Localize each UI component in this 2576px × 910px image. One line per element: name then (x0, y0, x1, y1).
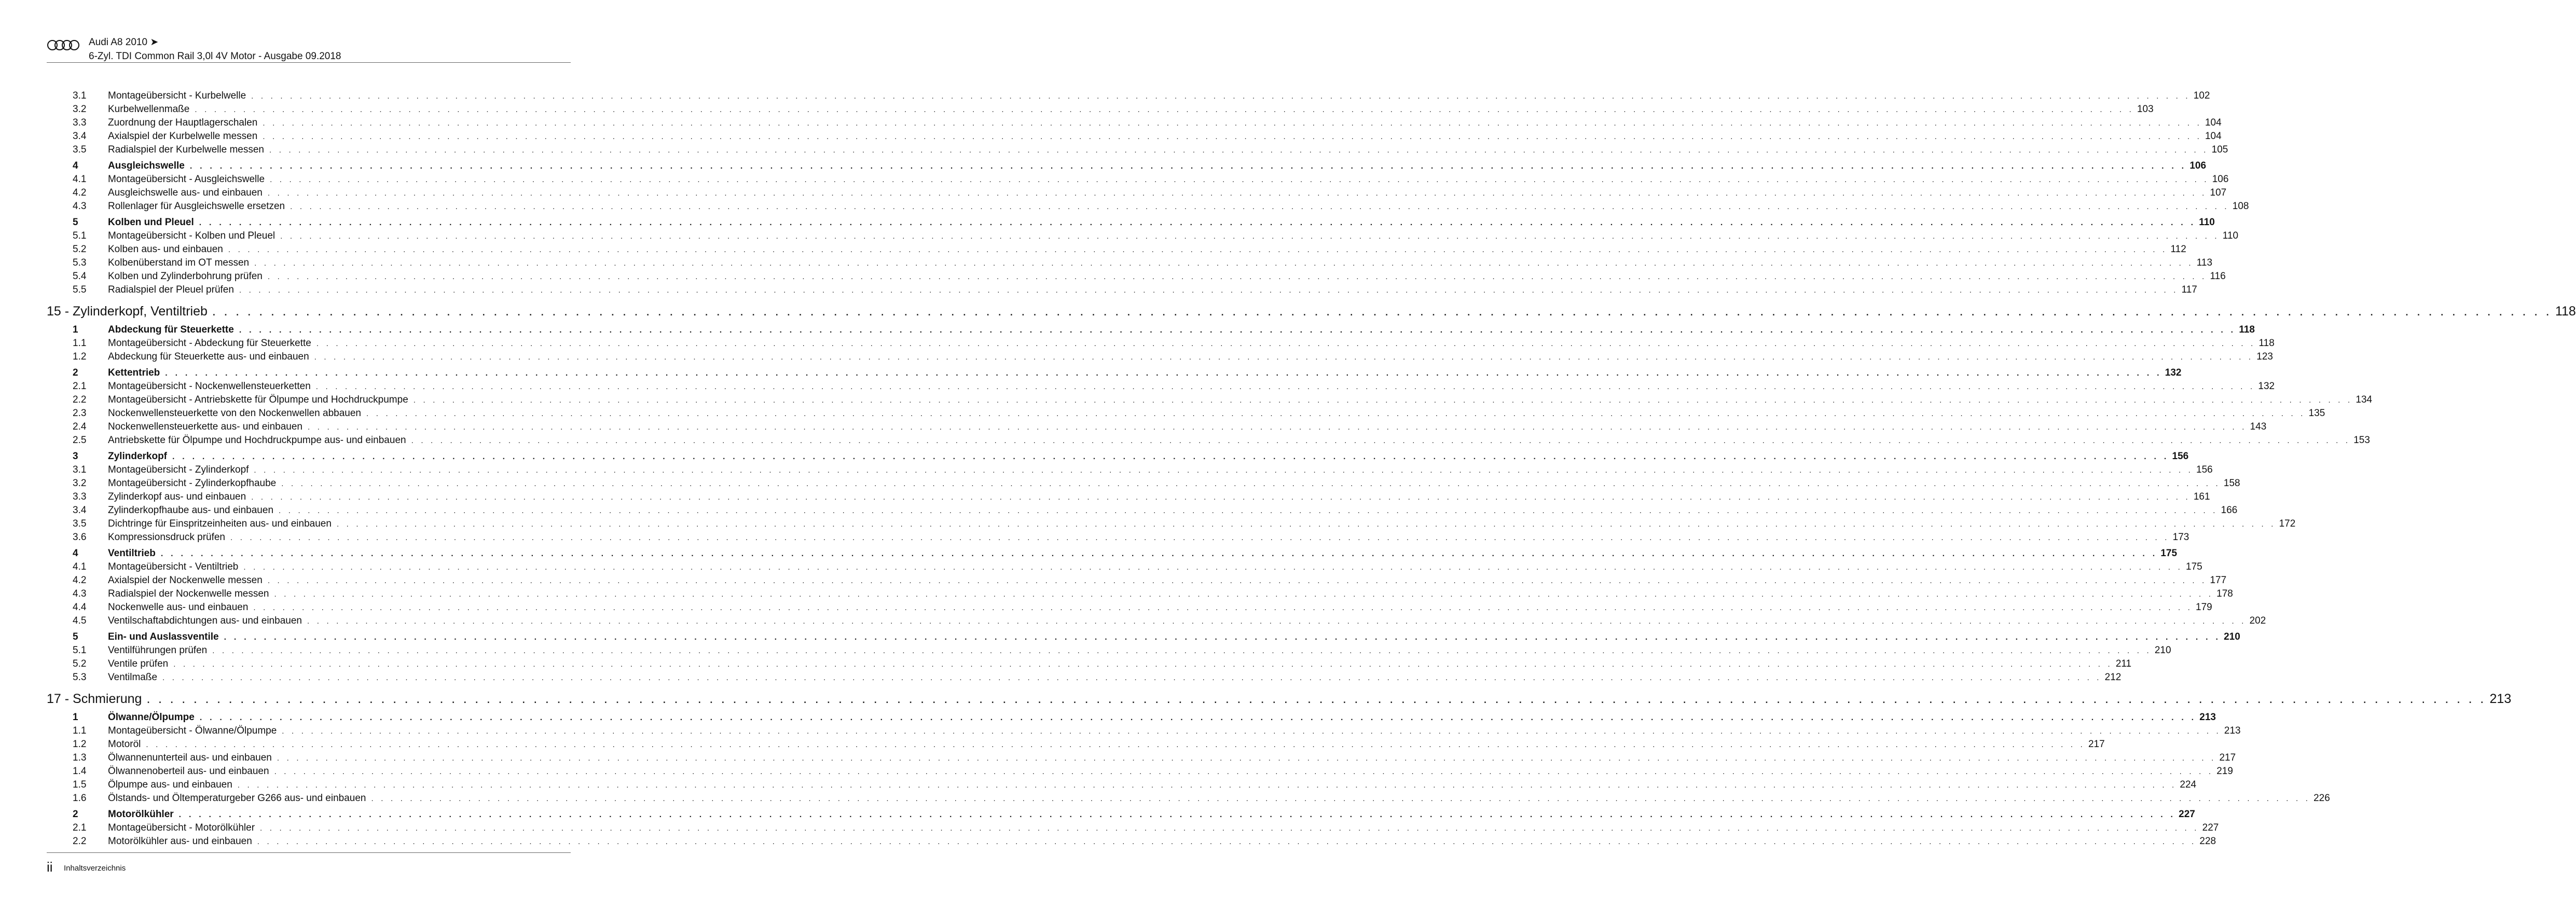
dot-leader: . . . . . . . . . . . . . . . . . . . . . . . . . . . . . . . . . . . . . . . . . . . . . . . . . . . . . . . . . . . . . . . . . . . . . . . . . . . . . . . . . . . . . . . . . . . . . . . . . . . . . . . . . . . . . . . . . . . . . . . . . . . . . . . . . . . . . . . . . . . . . . . . . . . . . . . . . . . . . . . . . . . . . . . . . . . . . . . . . . . . . . . . . . . . . . . . . . . . . . . . (254, 466, 2194, 475)
toc-entry-number: 2.1 (73, 381, 87, 392)
dot-leader: . . . . . . . . . . . . . . . . . . . . . . . . . . . . . . . . . . . . . . . . . . . . . . . . . . . . . . . . . . . . . . . . . . . . . . . . . . . . . . . . . . . . . . . . . . . . . . . . . . . . . . . . . . . . . . . . . . . . . . . . . . . . . . . . . . . . . . . . . . . . . . . . . . . . . . . . . . . . . . . . . . . . . . . . . . . . . . . . . . . . . . . . . . . . . . . . . . . . . . . . (282, 727, 2221, 736)
toc-entry-title: 17 - Schmierung (47, 692, 142, 706)
toc-entry-number: 3.3 (73, 491, 87, 502)
dot-leader: . . . . . . . . . . . . . . . . . . . . . . . . . . . . . . . . . . . . . . . . . . . . . . . . . . . . . . . . . . . . . . . . . . . . . . . . . . . . . . . . . . . . . . . . . . . . . . . . . . . . . . . . . . . . . . . . . . . . . . . . . . . . . . . . . . . . . . . . . . . . . . . . . . . . . . . . . . . . . . . . . . . . . . . . . . . . . . . . . . . . . . . . . . . . . . . . . . . . . . . . (270, 175, 2209, 184)
toc-entry-title: Antriebskette für Ölpumpe und Hochdruckpumpe aus- und einbauen (108, 435, 406, 446)
toc-entry-number: 5.1 (73, 645, 87, 656)
toc-entry-title: Rollenlager für Ausgleichswelle ersetzen (108, 201, 285, 212)
toc-entry-title: Ventilschaftabdichtungen aus- und einbauen (108, 615, 302, 626)
dot-leader: . . . . . . . . . . . . . . . . . . . . . . . . . . . . . . . . . . . . . . . . . . . . . . . . . . . . . . . . . . . . . . . . . . . . . . . . . . . . . . . . . . . . . . . . . . . . . . . . . . . . . . . . . . . . . . . . . . . . . . . . . . . . . . . . . . . . . . . . . . . . . . . . . . . . . . . . . . . . . . . . . . . . . . . . . . . . . . . . . . . . . . . . . . . . . . . . . . . . . . . . (251, 493, 2191, 502)
toc-entry-title: Zylinderkopf (108, 451, 168, 462)
toc-entry-page: 117 (2181, 284, 2197, 295)
toc-entry-page: 106 (2189, 160, 2207, 171)
toc-entry-title: Ölwannenunterteil aus- und einbauen (108, 752, 272, 763)
toc-entry-page: 112 (2170, 244, 2186, 255)
toc-entry-number: 4.3 (73, 588, 87, 599)
toc-entry-title: 15 - Zylinderkopf, Ventiltrieb (47, 304, 208, 319)
dot-leader: . . . . . . . . . . . . . . . . . . . . . . . . . . . . . . . . . . . . . . . . . . . . . . . . . . . . . . . . . . . . . . . . . . . . . . . . . . . . . . . . . . . . . . . . . . . . . . . . . . . . . . . . . . . . . . . . . . . . . . . . . . . . . . . . . . . . . . . . . . . . . . . . . . . . . . . . . . . . . . . . . . . . . . . . . . . . . . . . . . . . . . . . . . . . . . . . . . . . . . . . (147, 695, 2487, 705)
toc-entry-number: 4.2 (73, 575, 87, 586)
toc-entry-page: 123 (2256, 351, 2273, 362)
dot-leader: . . . . . . . . . . . . . . . . . . . . . . . . . . . . . . . . . . . . . . . . . . . . . . . . . . . . . . . . . . . . . . . . . . . . . . . . . . . . . . . . . . . . . . . . . . . . . . . . . . . . . . . . . . . . . . . . . . . . . . . . . . . . . . . . . . . . . . . . . . . . . . . . . . . . . . . . . . . . . . . . . . . . . . . . . . . . . . . . . . . . . . . . . . . . . . . . . . . . . . . . (290, 202, 2229, 211)
dot-leader: . . . . . . . . . . . . . . . . . . . . . . . . . . . . . . . . . . . . . . . . . . . . . . . . . . . . . . . . . . . . . . . . . . . . . . . . . . . . . . . . . . . . . . . . . . . . . . . . . . . . . . . . . . . . . . . . . . . . . . . . . . . . . . . . . . . . . . . . . . . . . . . . . . . . . . . . . . . . . . . . . . . . . . . . . . . . . . . . . . . . . . . . . . . . . . . . . . . . . . . . (316, 339, 2256, 348)
toc-entry-page: 102 (2193, 90, 2210, 101)
toc-entry-title: Abdeckung für Steuerkette (108, 324, 234, 335)
toc-entry-page: 132 (2258, 381, 2275, 392)
toc-sub-entry[interactable] (47, 588, 2233, 602)
toc-entry-page: 210 (2224, 631, 2240, 642)
dot-leader: . . . . . . . . . . . . . . . . . . . . . . . . . . . . . . . . . . . . . . . . . . . . . . . . . . . . . . . . . . . . . . . . . . . . . . . . . . . . . . . . . . . . . . . . . . . . . . . . . . . . . . . . . . . . . . . . . . . . . . . . . . . . . . . . . . . . . . . . . . . . . . . . . . . . . . . . . . . . . . . . . . . . . . . . . . . . . . . . . . . . . . . . . . . . . . . . . . . . . . . . (279, 506, 2218, 515)
toc-entry-page: 153 (2353, 435, 2370, 446)
dot-leader: . . . . . . . . . . . . . . . . . . . . . . . . . . . . . . . . . . . . . . . . . . . . . . . . . . . . . . . . . . . . . . . . . . . . . . . . . . . . . . . . . . . . . . . . . . . . . . . . . . . . . . . . . . . . . . . . . . . . . . . . . . . . . . . . . . . . . . . . . . . . . . . . . . . . . . . . . . . . . . . . . . . . . . . . . . . . . . . . . . . . . . . . . . . . . . . . . . . . . . . . (228, 245, 2168, 254)
dot-leader: . . . . . . . . . . . . . . . . . . . . . . . . . . . . . . . . . . . . . . . . . . . . . . . . . . . . . . . . . . . . . . . . . . . . . . . . . . . . . . . . . . . . . . . . . . . . . . . . . . . . . . . . . . . . . . . . . . . . . . . . . . . . . . . . . . . . . . . . . . . . . . . . . . . . . . . . . . . . . . . . . . . . . . . . . . . . . . . . . . . . . . . . . . . . . . . . . . . . . . . . (199, 713, 2197, 722)
toc-entry-number: 3.2 (73, 104, 87, 115)
toc-entry-page: 227 (2202, 822, 2219, 833)
toc-entry-title: Ölwannenoberteil aus- und einbauen (108, 766, 269, 777)
dot-leader: . . . . . . . . . . . . . . . . . . . . . . . . . . . . . . . . . . . . . . . . . . . . . . . . . . . . . . . . . . . . . . . . . . . . . . . . . . . . . . . . . . . . . . . . . . . . . . . . . . . . . . . . . . . . . . . . . . . . . . . . . . . . . . . . . . . . . . . . . . . . . . . . . . . . . . . . . . . . . . . . . . . . . . . . . . . . . . . . . . . . . . . . . . . . . . . . . . . . . . . . (224, 633, 2221, 642)
toc-entry-number: 3.5 (73, 144, 87, 155)
toc-sub-entry[interactable] (47, 645, 2171, 658)
dot-leader: . . . . . . . . . . . . . . . . . . . . . . . . . . . . . . . . . . . . . . . . . . . . . . . . . . . . . . . . . . . . . . . . . . . . . . . . . . . . . . . . . . . . . . . . . . . . . . . . . . . . . . . . . . . . . . . . . . . . . . . . . . . . . . . . . . . . . . . . . . . . . . . . . . . . . . . . . . . . . . . . . . . . . . . . . . . . . . . . . . . . . . . . . . . . . . . . . . . . . . . . (239, 286, 2179, 295)
toc-entry-page: 116 (2210, 271, 2226, 282)
toc-entry-number: 4 (73, 548, 78, 559)
dot-leader: . . . . . . . . . . . . . . . . . . . . . . . . . . . . . . . . . . . . . . . . . . . . . . . . . . . . . . . . . . . . . . . . . . . . . . . . . . . . . . . . . . . . . . . . . . . . . . . . . . . . . . . . . . . . . . . . . . . . . . . . . . . . . . . . . . . . . . . . . . . . . . . . . . . . . . . . . . . . . . . . . . . . . . . . . . . . . . . . . . . . . . . . . . . . . . . . . . . . . . . . (243, 563, 2183, 572)
toc-section-entry[interactable] (47, 712, 2216, 725)
dot-leader: . . . . . . . . . . . . . . . . . . . . . . . . . . . . . . . . . . . . . . . . . . . . . . . . . . . . . . . . . . . . . . . . . . . . . . . . . . . . . . . . . . . . . . . . . . . . . . . . . . . . . . . . . . . . . . . . . . . . . . . . . . . . . . . . . . . . . . . . . . . . . . . . . . . . . . . . . . . . . . . . . . . . . . . . . . . . . . . . . . . . . . . . . . . . . . . . . . . . . . . . (280, 232, 2220, 241)
toc-entry-number: 1.4 (73, 766, 87, 777)
toc-entry-title: Kompressionsdruck prüfen (108, 532, 225, 543)
toc-entry-title: Nockenwellensteuerkette von den Nockenwellen abbauen (108, 408, 361, 419)
toc-entry-page: 118 (2555, 304, 2576, 319)
toc-section-entry[interactable] (47, 217, 2215, 230)
header-divider (47, 62, 571, 63)
dot-leader: . . . . . . . . . . . . . . . . . . . . . . . . . . . . . . . . . . . . . . . . . . . . . . . . . . . . . . . . . . . . . . . . . . . . . . . . . . . . . . . . . . . . . . . . . . . . . . . . . . . . . . . . . . . . . . . . . . . . . . . . . . . . . . . . . . . . . . . . . . . . . . . . . . . . . . . . . . . . . . . . . . . . . . . . . . . . . . . . . . . . . . . . . . . . . . . . . . . . . . . . (336, 520, 2276, 529)
toc-entry-number: 4 (73, 160, 78, 171)
toc-chapter-entry[interactable] (47, 304, 2576, 322)
toc-entry-title: Radialspiel der Kurbelwelle messen (108, 144, 264, 155)
toc-sub-entry[interactable] (47, 602, 2212, 615)
toc-entry-title: Ventile prüfen (108, 658, 169, 669)
toc-entry-page: 178 (2216, 588, 2233, 599)
toc-entry-number: 2.2 (73, 836, 87, 847)
toc-sub-entry[interactable] (47, 836, 2216, 849)
dot-leader: . . . . . . . . . . . . . . . . . . . . . . . . . . . . . . . . . . . . . . . . . . . . . . . . . . . . . . . . . . . . . . . . . . . . . . . . . . . . . . . . . . . . . . . . . . . . . . . . . . . . . . . . . . . . . . . . . . . . . . . . . . . . . . . . . . . . . . . . . . . . . . . . . . . . . . . . . . . . . . . . . . . . . . . . . . . . . . . . . . . . . . . . . . . . . . . . . . . . . . . . (277, 754, 2216, 763)
dot-leader: . . . . . . . . . . . . . . . . . . . . . . . . . . . . . . . . . . . . . . . . . . . . . . . . . . . . . . . . . . . . . . . . . . . . . . . . . . . . . . . . . . . . . . . . . . . . . . . . . . . . . . . . . . . . . . . . . . . . . . . . . . . . . . . . . . . . . . . . . . . . . . . . . . . . . . . . . . . . . . . . . . . . . . . . . . . . . . . . . . . . . . . . . . . . . . . . . . . . . . . . (371, 794, 2311, 803)
dot-leader: . . . . . . . . . . . . . . . . . . . . . . . . . . . . . . . . . . . . . . . . . . . . . . . . . . . . . . . . . . . . . . . . . . . . . . . . . . . . . . . . . . . . . . . . . . . . . . . . . . . . . . . . . . . . . . . . . . . . . . . . . . . . . . . . . . . . . . . . . . . . . . . . . . . . . . . . . . . . . . . . . . . . . . . . . . . . . . . . . . . . . . . . . . . . . . . . . . . . . . . . (173, 660, 2113, 669)
toc-entry-page: 227 (2179, 809, 2195, 820)
dot-leader: . . . . . . . . . . . . . . . . . . . . . . . . . . . . . . . . . . . . . . . . . . . . . . . . . . . . . . . . . . . . . . . . . . . . . . . . . . . . . . . . . . . . . . . . . . . . . . . . . . . . . . . . . . . . . . . . . . . . . . . . . . . . . . . . . . . . . . . . . . . . . . . . . . . . . . . . . . . . . . . . . . . . . . . . . . . . . . . . . . . . . . . . . . . . . . . . . . . . . . . . (281, 479, 2221, 488)
toc-entry-number: 5 (73, 631, 78, 642)
toc-sub-entry[interactable] (47, 766, 2233, 779)
toc-entry-page: 166 (2221, 505, 2238, 516)
dot-leader: . . . . . . . . . . . . . . . . . . . . . . . . . . . . . . . . . . . . . . . . . . . . . . . . . . . . . . . . . . . . . . . . . . . . . . . . . . . . . . . . . . . . . . . . . . . . . . . . . . . . . . . . . . . . . . . . . . . . . . . . . . . . . . . . . . . . . . . . . . . . . . . . . . . . . . . . . . . . . . . . . . . . . . . . . . . . . . . . . . . . . . . . . . . . . . . . . . . . . . . . (237, 781, 2177, 790)
toc-entry-title: Zylinderkopfhaube aus- und einbauen (108, 505, 274, 516)
toc-entry-page: 143 (2250, 421, 2267, 432)
dot-leader: . . . . . . . . . . . . . . . . . . . . . . . . . . . . . . . . . . . . . . . . . . . . . . . . . . . . . . . . . . . . . . . . . . . . . . . . . . . . . . . . . . . . . . . . . . . . . . . . . . . . . . . . . . . . . . . . . . . . . . . . . . . . . . . . . . . . . . . . . . . . . . . . . . . . . . . . . . . . . . . . . . . . . . . . . . . . . . . . . . . . . . . . . . . . . . . . . . . . . . . . (274, 767, 2214, 776)
toc-entry-page: 135 (2308, 408, 2325, 419)
dot-leader: . . . . . . . . . . . . . . . . . . . . . . . . . . . . . . . . . . . . . . . . . . . . . . . . . . . . . . . . . . . . . . . . . . . . . . . . . . . . . . . . . . . . . . . . . . . . . . . . . . . . . . . . . . . . . . . . . . . . . . . . . . . . . . . . . . . . . . . . . . . . . . . . . . . . . . . . . . . . . . . . . . . . . . . . . . . . . . . . . . . . . . . . . . . . . . . . . . . . . . . . (251, 92, 2191, 101)
dot-leader: . . . . . . . . . . . . . . . . . . . . . . . . . . . . . . . . . . . . . . . . . . . . . . . . . . . . . . . . . . . . . . . . . . . . . . . . . . . . . . . . . . . . . . . . . . . . . . . . . . . . . . . . . . . . . . . . . . . . . . . . . . . . . . . . . . . . . . . . . . . . . . . . . . . . . . . . . . . . . . . . . . . . . . . . . . . . . . . . . . . . . . . . . . . . . . . . . . . . . . . . (160, 549, 2158, 558)
toc-entry-title: Ventilführungen prüfen (108, 645, 208, 656)
toc-entry-number: 2.5 (73, 435, 87, 446)
toc-entry-title: Zylinderkopf aus- und einbauen (108, 491, 246, 502)
toc-section-entry[interactable] (47, 367, 2182, 381)
toc-entry-page: 118 (2258, 338, 2275, 349)
toc-entry-title: Ausgleichswelle (108, 160, 185, 171)
dot-leader: . . . . . . . . . . . . . . . . . . . . . . . . . . . . . . . . . . . . . . . . . . . . . . . . . . . . . . . . . . . . . . . . . . . . . . . . . . . . . . . . . . . . . . . . . . . . . . . . . . . . . . . . . . . . . . . . . . . . . . . . . . . . . . . . . . . . . . . . . . . . . . . . . . . . . . . . . . . . . . . . . . . . . . . . . . . . . . . . . . . . . . . . . . . . . . . . . . . . . . . . (314, 353, 2254, 362)
toc-entry-number: 2.2 (73, 394, 87, 405)
toc-entry-number: 1.1 (73, 725, 87, 736)
toc-entry-page: 175 (2186, 561, 2202, 572)
toc-entry-number: 1.2 (73, 351, 87, 362)
toc-entry-page: 104 (2205, 131, 2222, 142)
dot-leader: . . . . . . . . . . . . . . . . . . . . . . . . . . . . . . . . . . . . . . . . . . . . . . . . . . . . . . . . . . . . . . . . . . . . . . . . . . . . . . . . . . . . . . . . . . . . . . . . . . . . . . . . . . . . . . . . . . . . . . . . . . . . . . . . . . . . . . . . . . . . . . . . . . . . . . . . . . . . . . . . . . . . . . . . . . . . . . . . . . . . . . . . . . . . . . . . . . . . . . . . (162, 673, 2102, 682)
toc-entry-page: 172 (2279, 518, 2296, 529)
toc-entry-title: Kolben und Pleuel (108, 217, 194, 228)
toc-entry-number: 5.3 (73, 257, 87, 268)
toc-entry-title: Kolben aus- und einbauen (108, 244, 223, 255)
toc-entry-number: 3.2 (73, 478, 87, 489)
toc-sub-entry[interactable] (47, 435, 2370, 448)
toc-entry-page: 211 (2115, 658, 2132, 669)
toc-entry-title: Nockenwellensteuerkette aus- und einbauen (108, 421, 302, 432)
toc-sub-entry[interactable] (47, 244, 2186, 257)
toc-entry-number: 5.4 (73, 271, 87, 282)
toc-sub-entry[interactable] (47, 187, 2227, 201)
toc-entry-title: Ölpumpe aus- und einbauen (108, 779, 232, 790)
toc-entry-title: Motorölkühler (108, 809, 174, 820)
toc-sub-entry[interactable] (47, 174, 2229, 187)
toc-entry-page: 134 (2355, 394, 2373, 405)
toc-entry-page: 228 (2199, 836, 2216, 847)
toc-sub-entry[interactable] (47, 257, 2213, 271)
toc-entry-number: 3.4 (73, 505, 87, 516)
toc-entry-page: 113 (2196, 257, 2213, 268)
toc-sub-entry[interactable] (47, 725, 2241, 739)
dot-leader: . . . . . . . . . . . . . . . . . . . . . . . . . . . . . . . . . . . . . . . . . . . . . . . . . . . . . . . . . . . . . . . . . . . . . . . . . . . . . . . . . . . . . . . . . . . . . . . . . . . . . . . . . . . . . . . . . . . . . . . . . . . . . . . . . . . . . . . . . . . . . . . . . . . . . . . . . . . . . . . . . . . . . . . . . . . . . . . . . . . . . . . . . . . . . . . . . . . . . . . . (212, 646, 2152, 655)
toc-entry-page: 179 (2196, 602, 2212, 613)
dot-leader: . . . . . . . . . . . . . . . . . . . . . . . . . . . . . . . . . . . . . . . . . . . . . . . . . . . . . . . . . . . . . . . . . . . . . . . . . . . . . . . . . . . . . . . . . . . . . . . . . . . . . . . . . . . . . . . . . . . . . . . . . . . . . . . . . . . . . . . . . . . . . . . . . . . . . . . . . . . . . . . . . . . . . . . . . . . . . . . . . . . . . . . . . . . . . . . . . . . . . . . . (254, 259, 2194, 268)
toc-sub-entry[interactable] (47, 561, 2202, 575)
toc-entry-page: 110 (2222, 230, 2239, 241)
toc-sub-entry[interactable] (47, 532, 2189, 545)
toc-sub-entry[interactable] (47, 779, 2197, 793)
dot-leader: . . . . . . . . . . . . . . . . . . . . . . . . . . . . . . . . . . . . . . . . . . . . . . . . . . . . . . . . . . . . . . . . . . . . . . . . . . . . . . . . . . . . . . . . . . . . . . . . . . . . . . . . . . . . . . . . . . . . . . . . . . . . . . . . . . . . . . . . . . . . . . . . . . . . . . . . . . . . . . . . . . . . . . . . . . . . . . . . . . . . . . . . . . . . . . . . . . . . . . . . (307, 617, 2247, 626)
toc-sub-entry[interactable] (47, 793, 2330, 806)
toc-sub-entry[interactable] (47, 284, 2197, 298)
dot-leader: . . . . . . . . . . . . . . . . . . . . . . . . . . . . . . . . . . . . . . . . . . . . . . . . . . . . . . . . . . . . . . . . . . . . . . . . . . . . . . . . . . . . . . . . . . . . . . . . . . . . . . . . . . . . . . . . . . . . . . . . . . . . . . . . . . . . . . . . . . . . . . . . . . . . . . . . . . . . . . . . . . . . . . . . . . . . . . . . . . . . . . . . . . . . . . . . . . . . . . . . (257, 837, 2197, 846)
toc-section-entry[interactable] (47, 548, 2178, 561)
toc-entry-page: 161 (2193, 491, 2210, 502)
toc-entry-title: Ein- und Auslassventile (108, 631, 219, 642)
toc-entry-page: 173 (2172, 532, 2189, 543)
toc-sub-entry[interactable] (47, 478, 2240, 491)
toc-entry-number: 5.3 (73, 672, 87, 683)
toc-entry-number: 1 (73, 712, 78, 723)
toc-entry-title: Ölstands- und Öltemperaturgeber G266 aus- und einbauen (108, 793, 366, 804)
toc-sub-entry[interactable] (47, 351, 2273, 365)
toc-sub-entry[interactable] (47, 117, 2222, 131)
footer-divider (47, 852, 571, 853)
toc-entry-title: Montageübersicht - Motorölkühler (108, 822, 255, 833)
toc-entry-number: 4.5 (73, 615, 87, 626)
toc-sub-entry[interactable] (47, 575, 2227, 588)
toc-section-entry[interactable] (47, 809, 2195, 822)
dot-leader: . . . . . . . . . . . . . . . . . . . . . . . . . . . . . . . . . . . . . . . . . . . . . . . . . . . . . . . . . . . . . . . . . . . . . . . . . . . . . . . . . . . . . . . . . . . . . . . . . . . . . . . . . . . . . . . . . . . . . . . . . . . . . . . . . . . . . . . . . . . . . . . . . . . . . . . . . . . . . . . . . . . . . . . . . . . . . . . . . . . . . . . . . . . . . . . . . . . . . . . . (267, 576, 2207, 585)
toc-entry-page: 226 (2313, 793, 2330, 804)
toc-sub-entry[interactable] (47, 381, 2275, 394)
toc-entry-number: 3.6 (73, 532, 87, 543)
toc-entry-title: Montageübersicht - Ausgleichswelle (108, 174, 265, 185)
toc-entry-title: Kurbelwellenmaße (108, 104, 190, 115)
toc-entry-number: 1.6 (73, 793, 87, 804)
toc-section-entry[interactable] (47, 324, 2255, 338)
toc-sub-entry[interactable] (47, 338, 2275, 351)
dot-leader: . . . . . . . . . . . . . . . . . . . . . . . . . . . . . . . . . . . . . . . . . . . . . . . . . . . . . . . . . . . . . . . . . . . . . . . . . . . . . . . . . . . . . . . . . . . . . . . . . . . . . . . . . . . . . . . . . . . . . . . . . . . . . . . . . . . . . . . . . . . . . . . . . . . . . . . . . . . . . . . . . . . . . . . . . . . . . . . . . . . . . . . . . . . . . . . . . . . . . . . . (411, 436, 2351, 445)
toc-sub-entry[interactable] (47, 394, 2373, 408)
toc-entry-number: 2 (73, 367, 78, 378)
toc-sub-entry[interactable] (47, 739, 2105, 752)
footer-label: Inhaltsverzeichnis (64, 864, 126, 873)
toc-entry-title: Ölwanne/Ölpumpe (108, 712, 195, 723)
toc-entry-title: Motorölkühler aus- und einbauen (108, 836, 252, 847)
toc-sub-entry[interactable] (47, 201, 2249, 214)
toc-chapter-entry[interactable] (47, 692, 2512, 709)
toc-entry-number: 1.1 (73, 338, 87, 349)
toc-entry-number: 3.3 (73, 117, 87, 128)
toc-entry-title: Axialspiel der Kurbelwelle messen (108, 131, 258, 142)
dot-leader: . . . . . . . . . . . . . . . . . . . . . . . . . . . . . . . . . . . . . . . . . . . . . . . . . . . . . . . . . . . . . . . . . . . . . . . . . . . . . . . . . . . . . . . . . . . . . . . . . . . . . . . . . . . . . . . . . . . . . . . . . . . . . . . . . . . . . . . . . . . . . . . . . . . . . . . . . . . . . . . . . . . . . . . . . . . . . . . . . . . . . . . . . . . . . . . . . . . . . . . . (189, 162, 2187, 171)
toc-entry-page: 213 (2199, 712, 2216, 723)
toc-entry-number: 3.1 (73, 464, 87, 475)
toc-entry-number: 2 (73, 809, 78, 820)
toc-entry-title: Dichtringe für Einspritzeinheiten aus- und einbauen (108, 518, 332, 529)
toc-entry-title: Abdeckung für Steuerkette aus- und einbauen (108, 351, 309, 362)
dot-leader: . . . . . . . . . . . . . . . . . . . . . . . . . . . . . . . . . . . . . . . . . . . . . . . . . . . . . . . . . . . . . . . . . . . . . . . . . . . . . . . . . . . . . . . . . . . . . . . . . . . . . . . . . . . . . . . . . . . . . . . . . . . . . . . . . . . . . . . . . . . . . . . . . . . . . . . . . . . . . . . . . . . . . . . . . . . . . . . . . . . . . . . . . . . . . . . . . . . . . . . . (315, 382, 2255, 391)
toc-entry-number: 1.2 (73, 739, 87, 750)
toc-entry-title: Montageübersicht - Kurbelwelle (108, 90, 246, 101)
toc-entry-title: Ausgleichswelle aus- und einbauen (108, 187, 263, 198)
toc-entry-number: 5.5 (73, 284, 87, 295)
toc-entry-page: 156 (2196, 464, 2213, 475)
toc-entry-page: 110 (2199, 217, 2215, 228)
toc-entry-number: 2.4 (73, 421, 87, 432)
toc-sub-entry[interactable] (47, 104, 2154, 117)
footer-page-number: ii (47, 859, 53, 875)
dot-leader: . . . . . . . . . . . . . . . . . . . . . . . . . . . . . . . . . . . . . . . . . . . . . . . . . . . . . . . . . . . . . . . . . . . . . . . . . . . . . . . . . . . . . . . . . . . . . . . . . . . . . . . . . . . . . . . . . . . . . . . . . . . . . . . . . . . . . . . . . . . . . . . . . . . . . . . . . . . . . . . . . . . . . . . . . . . . . . . . . . . . . . . . . . . . . . . . . . . . . . . . (413, 396, 2353, 405)
toc-entry-title: Radialspiel der Nockenwelle messen (108, 588, 269, 599)
toc-entry-title: Kolbenüberstand im OT messen (108, 257, 250, 268)
dot-leader: . . . . . . . . . . . . . . . . . . . . . . . . . . . . . . . . . . . . . . . . . . . . . . . . . . . . . . . . . . . . . . . . . . . . . . . . . . . . . . . . . . . . . . . . . . . . . . . . . . . . . . . . . . . . . . . . . . . . . . . . . . . . . . . . . . . . . . . . . . . . . . . . . . . . . . . . . . . . . . . . . . . . . . . . . . . . . . . . . . . . . . . . . . . . . . . . . . . . . . . . (165, 369, 2162, 378)
toc-entry-title: Ventilmaße (108, 672, 158, 683)
toc-sub-entry[interactable] (47, 131, 2222, 144)
toc-entry-page: 175 (2160, 548, 2178, 559)
dot-leader: . . . . . . . . . . . . . . . . . . . . . . . . . . . . . . . . . . . . . . . . . . . . . . . . . . . . . . . . . . . . . . . . . . . . . . . . . . . . . . . . . . . . . . . . . . . . . . . . . . . . . . . . . . . . . . . . . . . . . . . . . . . . . . . . . . . . . . . . . . . . . . . . . . . . . . . . . . . . . . . . . . . . . . . . . . . . . . . . . . . . . . . . . . . . . . . . . . . . . . . . (260, 824, 2199, 833)
toc-entry-title: Kettentrieb (108, 367, 160, 378)
toc-entry-number: 4.1 (73, 561, 87, 572)
toc-entry-title: Montageübersicht - Kolben und Pleuel (108, 230, 275, 241)
toc-entry-page: 107 (2210, 187, 2227, 198)
toc-entry-page: 104 (2205, 117, 2222, 128)
toc-entry-number: 1.5 (73, 779, 87, 790)
dot-leader: . . . . . . . . . . . . . . . . . . . . . . . . . . . . . . . . . . . . . . . . . . . . . . . . . . . . . . . . . . . . . . . . . . . . . . . . . . . . . . . . . . . . . . . . . . . . . . . . . . . . . . . . . . . . . . . . . . . . . . . . . . . . . . . . . . . . . . . . . . . . . . . . . . . . . . . . . . . . . . . . . . . . . . . . . . . . . . . . . . . . . . . . . . . . . . . . . . . . . . . . (274, 590, 2214, 599)
toc-entry-title: Nockenwelle aus- und einbauen (108, 602, 249, 613)
toc-entry-page: 158 (2223, 478, 2240, 489)
toc-entry-number: 4.3 (73, 201, 87, 212)
toc-entry-number: 5 (73, 217, 78, 228)
toc-entry-page: 213 (2489, 692, 2512, 706)
toc-sub-entry[interactable] (47, 615, 2266, 629)
toc-entry-page: 219 (2216, 766, 2233, 777)
toc-entry-title: Montageübersicht - Nockenwellensteuerketten (108, 381, 311, 392)
toc-sub-entry[interactable] (47, 230, 2239, 244)
toc-entry-page: 103 (2137, 104, 2154, 115)
toc-section-entry[interactable] (47, 631, 2240, 645)
toc-sub-entry[interactable] (47, 658, 2132, 672)
toc-entry-number: 4.2 (73, 187, 87, 198)
toc-entry-number: 1 (73, 324, 78, 335)
toc-entry-page: 105 (2211, 144, 2228, 155)
dot-leader: . . . . . . . . . . . . . . . . . . . . . . . . . . . . . . . . . . . . . . . . . . . . . . . . . . . . . . . . . . . . . . . . . . . . . . . . . . . . . . . . . . . . . . . . . . . . . . . . . . . . . . . . . . . . . . . . . . . . . . . . . . . . . . . . . . . . . . . . . . . . . . . . . . . . . . . . . . . . . . . . . . . . . . . . . . . . . . . . . . . . . . . . . . . . . . . . . . . . . . . . (366, 409, 2306, 418)
dot-leader: . . . . . . . . . . . . . . . . . . . . . . . . . . . . . . . . . . . . . . . . . . . . . . . . . . . . . . . . . . . . . . . . . . . . . . . . . . . . . . . . . . . . . . . . . . . . . . . . . . . . . . . . . . . . . . . . . . . . . . . . . . . . . . . . . . . . . . . . . . . . . . . . . . . . . . . . . . . . . . . . . . . . . . . . . . . . . . . . . . . . . . . . . . . . . . . . . . . . . . . . (146, 740, 2085, 749)
toc-entry-title: Montageübersicht - Zylinderkopfhaube (108, 478, 277, 489)
dot-leader: . . . . . . . . . . . . . . . . . . . . . . . . . . . . . . . . . . . . . . . . . . . . . . . . . . . . . . . . . . . . . . . . . . . . . . . . . . . . . . . . . . . . . . . . . . . . . . . . . . . . . . . . . . . . . . . . . . . . . . . . . . . . . . . . . . . . . . . . . . . . . . . . . . . . . . . . . . . . . . . . . . . . . . . . . . . . . . . . . . . . . . . . . . . . . . . . . . . . . . . . (212, 307, 2552, 318)
toc-sub-entry[interactable] (47, 752, 2236, 766)
toc-section-entry[interactable] (47, 451, 2189, 464)
toc-entry-title: Montageübersicht - Zylinderkopf (108, 464, 249, 475)
toc-entry-number: 2.1 (73, 822, 87, 833)
header-subtitle: 6-Zyl. TDI Common Rail 3,0l 4V Motor - Ausgabe 09.2018 (89, 51, 341, 62)
audi-rings-logo (47, 39, 81, 51)
toc-entry-page: 217 (2088, 739, 2105, 750)
toc-sub-entry[interactable] (47, 90, 2210, 104)
dot-leader: . . . . . . . . . . . . . . . . . . . . . . . . . . . . . . . . . . . . . . . . . . . . . . . . . . . . . . . . . . . . . . . . . . . . . . . . . . . . . . . . . . . . . . . . . . . . . . . . . . . . . . . . . . . . . . . . . . . . . . . . . . . . . . . . . . . . . . . . . . . . . . . . . . . . . . . . . . . . . . . . . . . . . . . . . . . . . . . . . . . . . . . . . . . . . . . . . . . . . . . . (267, 189, 2207, 198)
toc-entry-number: 3.4 (73, 131, 87, 142)
toc-entry-number: 2.3 (73, 408, 87, 419)
dot-leader: . . . . . . . . . . . . . . . . . . . . . . . . . . . . . . . . . . . . . . . . . . . . . . . . . . . . . . . . . . . . . . . . . . . . . . . . . . . . . . . . . . . . . . . . . . . . . . . . . . . . . . . . . . . . . . . . . . . . . . . . . . . . . . . . . . . . . . . . . . . . . . . . . . . . . . . . . . . . . . . . . . . . . . . . . . . . . . . . . . . . . . . . . . . . . . . . . . . . . . . . (172, 452, 2169, 461)
toc-sub-entry[interactable] (47, 491, 2210, 505)
toc-entry-number: 5.2 (73, 658, 87, 669)
toc-entry-title: Montageübersicht - Ölwanne/Ölpumpe (108, 725, 277, 736)
toc-entry-number: 5.1 (73, 230, 87, 241)
toc-entry-page: 210 (2154, 645, 2171, 656)
toc-entry-number: 3.5 (73, 518, 87, 529)
toc-section-entry[interactable] (47, 160, 2207, 174)
dot-leader: . . . . . . . . . . . . . . . . . . . . . . . . . . . . . . . . . . . . . . . . . . . . . . . . . . . . . . . . . . . . . . . . . . . . . . . . . . . . . . . . . . . . . . . . . . . . . . . . . . . . . . . . . . . . . . . . . . . . . . . . . . . . . . . . . . . . . . . . . . . . . . . . . . . . . . . . . . . . . . . . . . . . . . . . . . . . . . . . . . . . . . . . . . . . . . . . . . . . . . . . (199, 218, 2196, 227)
toc-entry-number: 4.4 (73, 602, 87, 613)
dot-leader: . . . . . . . . . . . . . . . . . . . . . . . . . . . . . . . . . . . . . . . . . . . . . . . . . . . . . . . . . . . . . . . . . . . . . . . . . . . . . . . . . . . . . . . . . . . . . . . . . . . . . . . . . . . . . . . . . . . . . . . . . . . . . . . . . . . . . . . . . . . . . . . . . . . . . . . . . . . . . . . . . . . . . . . . . . . . . . . . . . . . . . . . . . . . . . . . . . . . . . . . (269, 146, 2209, 155)
dot-leader: . . . . . . . . . . . . . . . . . . . . . . . . . . . . . . . . . . . . . . . . . . . . . . . . . . . . . . . . . . . . . . . . . . . . . . . . . . . . . . . . . . . . . . . . . . . . . . . . . . . . . . . . . . . . . . . . . . . . . . . . . . . . . . . . . . . . . . . . . . . . . . . . . . . . . . . . . . . . . . . . . . . . . . . . . . . . . . . . . . . . . . . . . . . . . . . . . . . . . . . . (307, 423, 2247, 432)
toc-entry-page: 224 (2180, 779, 2197, 790)
toc-entry-title: Zuordnung der Hauptlagerschalen (108, 117, 258, 128)
toc-entry-number: 3 (73, 451, 78, 462)
toc-entry-title: Montageübersicht - Ventiltrieb (108, 561, 239, 572)
toc-sub-entry[interactable] (47, 144, 2228, 158)
toc-entry-page: 177 (2210, 575, 2227, 586)
toc-entry-number: 4.1 (73, 174, 87, 185)
toc-entry-page: 132 (2165, 367, 2182, 378)
dot-leader: . . . . . . . . . . . . . . . . . . . . . . . . . . . . . . . . . . . . . . . . . . . . . . . . . . . . . . . . . . . . . . . . . . . . . . . . . . . . . . . . . . . . . . . . . . . . . . . . . . . . . . . . . . . . . . . . . . . . . . . . . . . . . . . . . . . . . . . . . . . . . . . . . . . . . . . . . . . . . . . . . . . . . . . . . . . . . . . . . . . . . . . . . . . . . . . . . . . . . . . . (178, 810, 2176, 819)
dot-leader: . . . . . . . . . . . . . . . . . . . . . . . . . . . . . . . . . . . . . . . . . . . . . . . . . . . . . . . . . . . . . . . . . . . . . . . . . . . . . . . . . . . . . . . . . . . . . . . . . . . . . . . . . . . . . . . . . . . . . . . . . . . . . . . . . . . . . . . . . . . . . . . . . . . . . . . . . . . . . . . . . . . . . . . . . . . . . . . . . . . . . . . . . . . . . . . . . . . . . . . . (253, 603, 2193, 612)
toc-entry-page: 217 (2219, 752, 2236, 763)
toc-entry-page: 202 (2249, 615, 2266, 626)
toc-entry-title: Kolben und Zylinderbohrung prüfen (108, 271, 263, 282)
toc-sub-entry[interactable] (47, 822, 2219, 836)
toc-entry-page: 156 (2172, 451, 2189, 462)
toc-sub-entry[interactable] (47, 672, 2122, 685)
dot-leader: . . . . . . . . . . . . . . . . . . . . . . . . . . . . . . . . . . . . . . . . . . . . . . . . . . . . . . . . . . . . . . . . . . . . . . . . . . . . . . . . . . . . . . . . . . . . . . . . . . . . . . . . . . . . . . . . . . . . . . . . . . . . . . . . . . . . . . . . . . . . . . . . . . . . . . . . . . . . . . . . . . . . . . . . . . . . . . . . . . . . . . . . . . . . . . . . . . . . . . . . (263, 119, 2202, 128)
toc-sub-entry[interactable] (47, 518, 2296, 532)
toc-entry-page: 118 (2239, 324, 2255, 335)
dot-leader: . . . . . . . . . . . . . . . . . . . . . . . . . . . . . . . . . . . . . . . . . . . . . . . . . . . . . . . . . . . . . . . . . . . . . . . . . . . . . . . . . . . . . . . . . . . . . . . . . . . . . . . . . . . . . . . . . . . . . . . . . . . . . . . . . . . . . . . . . . . . . . . . . . . . . . . . . . . . . . . . . . . . . . . . . . . . . . . . . . . . . . . . . . . . . . . . . . . . . . . . (195, 105, 2134, 114)
toc-sub-entry[interactable] (47, 505, 2238, 518)
toc-entry-page: 212 (2104, 672, 2122, 683)
toc-entry-title: Montageübersicht - Abdeckung für Steuerkette (108, 338, 311, 349)
toc-sub-entry[interactable] (47, 408, 2325, 421)
toc-entry-page: 213 (2224, 725, 2241, 736)
toc-sub-entry[interactable] (47, 271, 2226, 284)
toc-entry-number: 3.1 (73, 90, 87, 101)
toc-entry-title: Montageübersicht - Antriebskette für Ölpumpe und Hochdruckpumpe (108, 394, 408, 405)
header-model: Audi A8 2010 ➤ (89, 37, 159, 48)
toc-entry-title: Radialspiel der Pleuel prüfen (108, 284, 234, 295)
toc-entry-page: 108 (2232, 201, 2249, 212)
toc-entry-title: Axialspiel der Nockenwelle messen (108, 575, 263, 586)
dot-leader: . . . . . . . . . . . . . . . . . . . . . . . . . . . . . . . . . . . . . . . . . . . . . . . . . . . . . . . . . . . . . . . . . . . . . . . . . . . . . . . . . . . . . . . . . . . . . . . . . . . . . . . . . . . . . . . . . . . . . . . . . . . . . . . . . . . . . . . . . . . . . . . . . . . . . . . . . . . . . . . . . . . . . . . . . . . . . . . . . . . . . . . . . . . . . . . . . . . . . . . . (263, 132, 2202, 141)
dot-leader: . . . . . . . . . . . . . . . . . . . . . . . . . . . . . . . . . . . . . . . . . . . . . . . . . . . . . . . . . . . . . . . . . . . . . . . . . . . . . . . . . . . . . . . . . . . . . . . . . . . . . . . . . . . . . . . . . . . . . . . . . . . . . . . . . . . . . . . . . . . . . . . . . . . . . . . . . . . . . . . . . . . . . . . . . . . . . . . . . . . . . . . . . . . . . . . . . . . . . . . . (267, 272, 2207, 281)
dot-leader: . . . . . . . . . . . . . . . . . . . . . . . . . . . . . . . . . . . . . . . . . . . . . . . . . . . . . . . . . . . . . . . . . . . . . . . . . . . . . . . . . . . . . . . . . . . . . . . . . . . . . . . . . . . . . . . . . . . . . . . . . . . . . . . . . . . . . . . . . . . . . . . . . . . . . . . . . . . . . . . . . . . . . . . . . . . . . . . . . . . . . . . . . . . . . . . . . . . . . . . . (230, 533, 2170, 542)
toc-entry-title: Motoröl (108, 739, 141, 750)
toc-entry-number: 5.2 (73, 244, 87, 255)
dot-leader: . . . . . . . . . . . . . . . . . . . . . . . . . . . . . . . . . . . . . . . . . . . . . . . . . . . . . . . . . . . . . . . . . . . . . . . . . . . . . . . . . . . . . . . . . . . . . . . . . . . . . . . . . . . . . . . . . . . . . . . . . . . . . . . . . . . . . . . . . . . . . . . . . . . . . . . . . . . . . . . . . . . . . . . . . . . . . . . . . . . . . . . . . . . . . . . . . . . . . . . . (239, 326, 2236, 335)
toc-sub-entry[interactable] (47, 464, 2213, 478)
toc-entry-number: 1.3 (73, 752, 87, 763)
toc-entry-title: Ventiltrieb (108, 548, 156, 559)
toc-entry-page: 106 (2212, 174, 2229, 185)
table-of-contents (47, 90, 2576, 849)
toc-sub-entry[interactable] (47, 421, 2267, 435)
